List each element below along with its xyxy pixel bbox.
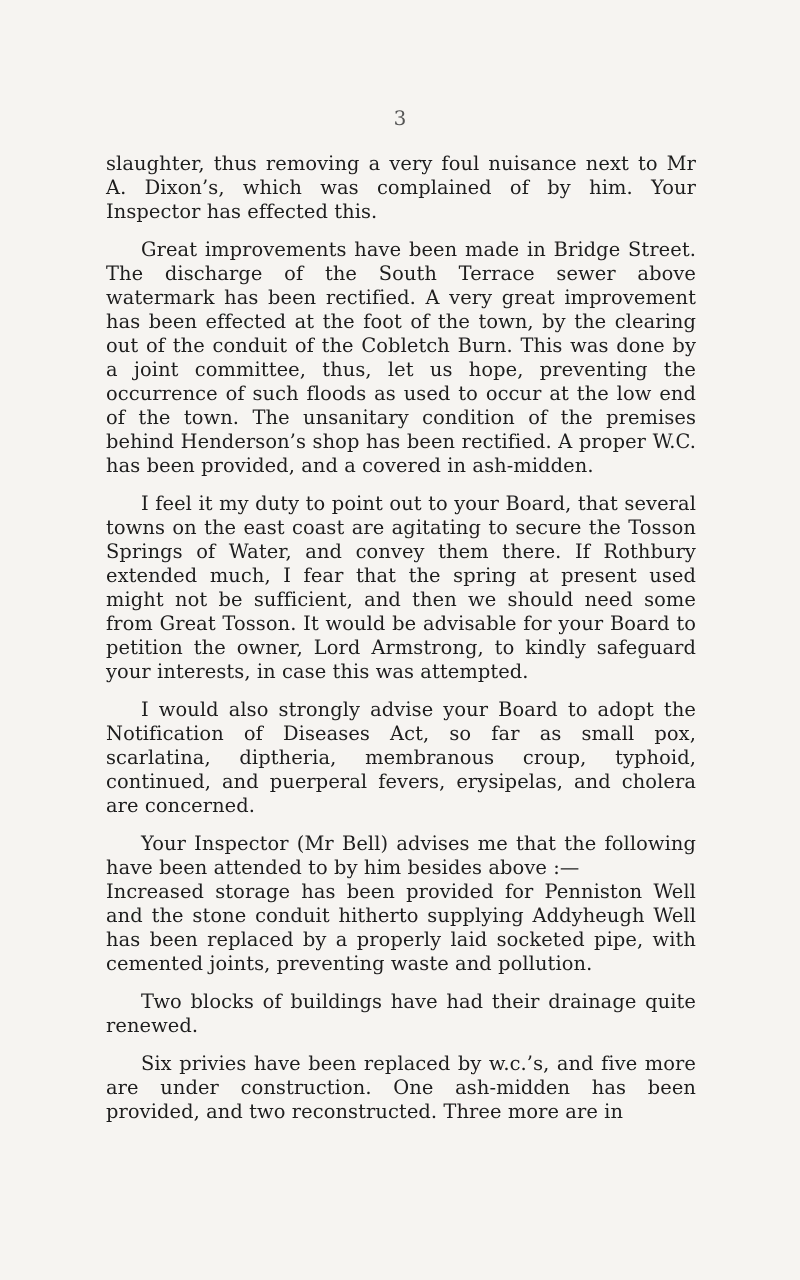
body-text — [106, 152, 696, 1138]
paragraph-slaughter: slaughter, thus removing a very foul nuisance next to Mr A. Dixon’s, which was complained of by him. Your Inspector has effected this. — [106, 152, 696, 223]
paragraph-inspector-bell: Your Inspector (Mr Bell) advises me that the following have been attended to by him besides above :— — [106, 832, 696, 879]
paragraph-privies: Six privies have been replaced by w.c.’s, and five more are under construction. One ash-midden has been provided, and two reconstructed. Three more are in — [106, 1052, 696, 1123]
paragraph-notification-act: I would also strongly advise your Board to adopt the Notification of Diseases Act, so far as small pox, scarlatina, diptheria, membranous croup, typhoid, continued, and puerperal fevers, erysipelas, and cholera are concerned. — [106, 698, 696, 817]
paragraph-drainage: Two blocks of buildings have had their drainage quite renewed. — [106, 990, 696, 1037]
paragraph-penniston-well: Increased storage has been provided for Penniston Well and the stone conduit hitherto supplying Addyheugh Well has been replaced by a properly laid socketed pipe, with cemented joints, preventing waste and pollution. — [106, 880, 696, 975]
page-number: 3 — [393, 106, 407, 130]
paragraph-bridge-street: Great improvements have been made in Bridge Street. The discharge of the South Terrace sewer above watermark has been rectified. A very great improvement has been effected at the foot of the town, by the clearing out of the conduit of the Cobletch Burn. This was done by a joint committee, thus, let us hope, preventing the occurrence of such floods as used to occur at the low end of the town. The unsanitary condition of the premises behind Henderson’s shop has been rectified. A proper W.C. has been provided, and a covered in ash-midden. — [106, 238, 696, 477]
paragraph-tosson-springs: I feel it my duty to point out to your Board, that several towns on the east coast are agitating to secure the Tosson Springs of Water, and convey them there. If Rothbury extended much, I fear that the spring at present used might not be sufficient, and then we should need some from Great Tosson. It would be advisable for your Board to petition the owner, Lord Armstrong, to kindly safeguard your interests, in case this was attempted. — [106, 492, 696, 683]
